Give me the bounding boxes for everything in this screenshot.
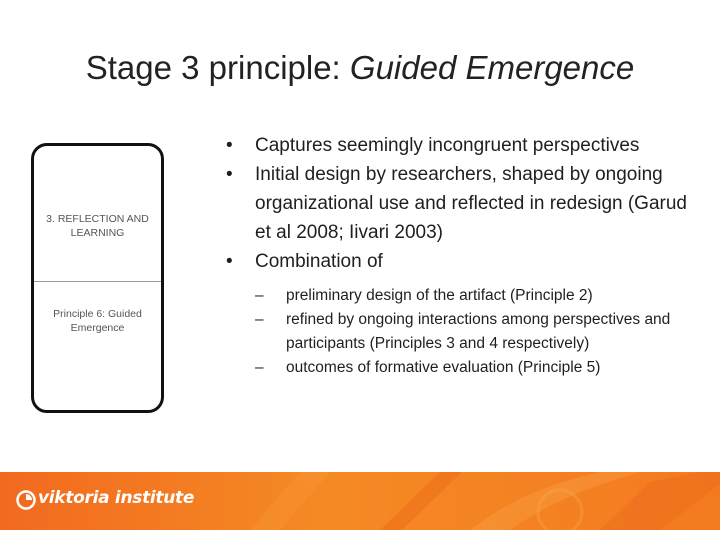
footer-logo-text: viktoria institute	[38, 488, 195, 508]
bullet-list	[224, 131, 694, 380]
sub-bullet-item	[255, 308, 694, 356]
sub-bullet-item	[255, 356, 694, 380]
title-prefix: Stage 3 principle:	[85, 49, 350, 86]
bullet-marker: •	[226, 135, 233, 156]
viktoria-logo-icon	[16, 490, 36, 510]
principle-label: Principle 6: Guided Emergence	[53, 308, 142, 334]
footer-banner	[0, 472, 720, 530]
bullet-marker: •	[226, 164, 233, 185]
stage-diagram-box	[31, 143, 164, 413]
bullet-text: Captures seemingly incongruent perspectives	[255, 135, 640, 156]
bullet-item	[224, 131, 694, 160]
bullet-marker: •	[226, 251, 233, 272]
bullet-item	[224, 247, 694, 380]
sub-bullet-text: refined by ongoing interactions among perspectives and participants (Principles 3 and 4 respectively)	[286, 311, 671, 352]
bullet-content	[224, 131, 694, 380]
stage-label: 3. REFLECTION AND LEARNING	[46, 213, 149, 239]
sub-bullet-list	[255, 284, 694, 380]
stage-divider	[34, 281, 161, 282]
slide-title	[0, 44, 720, 92]
sub-bullet-text: preliminary design of the artifact (Principle 2)	[286, 287, 593, 304]
bottom-strip	[0, 530, 720, 540]
sub-bullet-text: outcomes of formative evaluation (Principle 5)	[286, 359, 601, 376]
bullet-item	[224, 160, 694, 247]
title-emphasis: Guided Emergence	[349, 49, 635, 86]
bullet-text: Combination of	[255, 251, 383, 272]
sub-bullet-marker: –	[255, 287, 264, 304]
bullet-text: Initial design by researchers, shaped by ongoing organizational use and reflected in redesign (Garud et al 2008; Iivari 2003)	[255, 164, 687, 243]
sub-bullet-item	[255, 284, 694, 308]
sub-bullet-marker: –	[255, 359, 264, 376]
sub-bullet-marker: –	[255, 311, 264, 328]
